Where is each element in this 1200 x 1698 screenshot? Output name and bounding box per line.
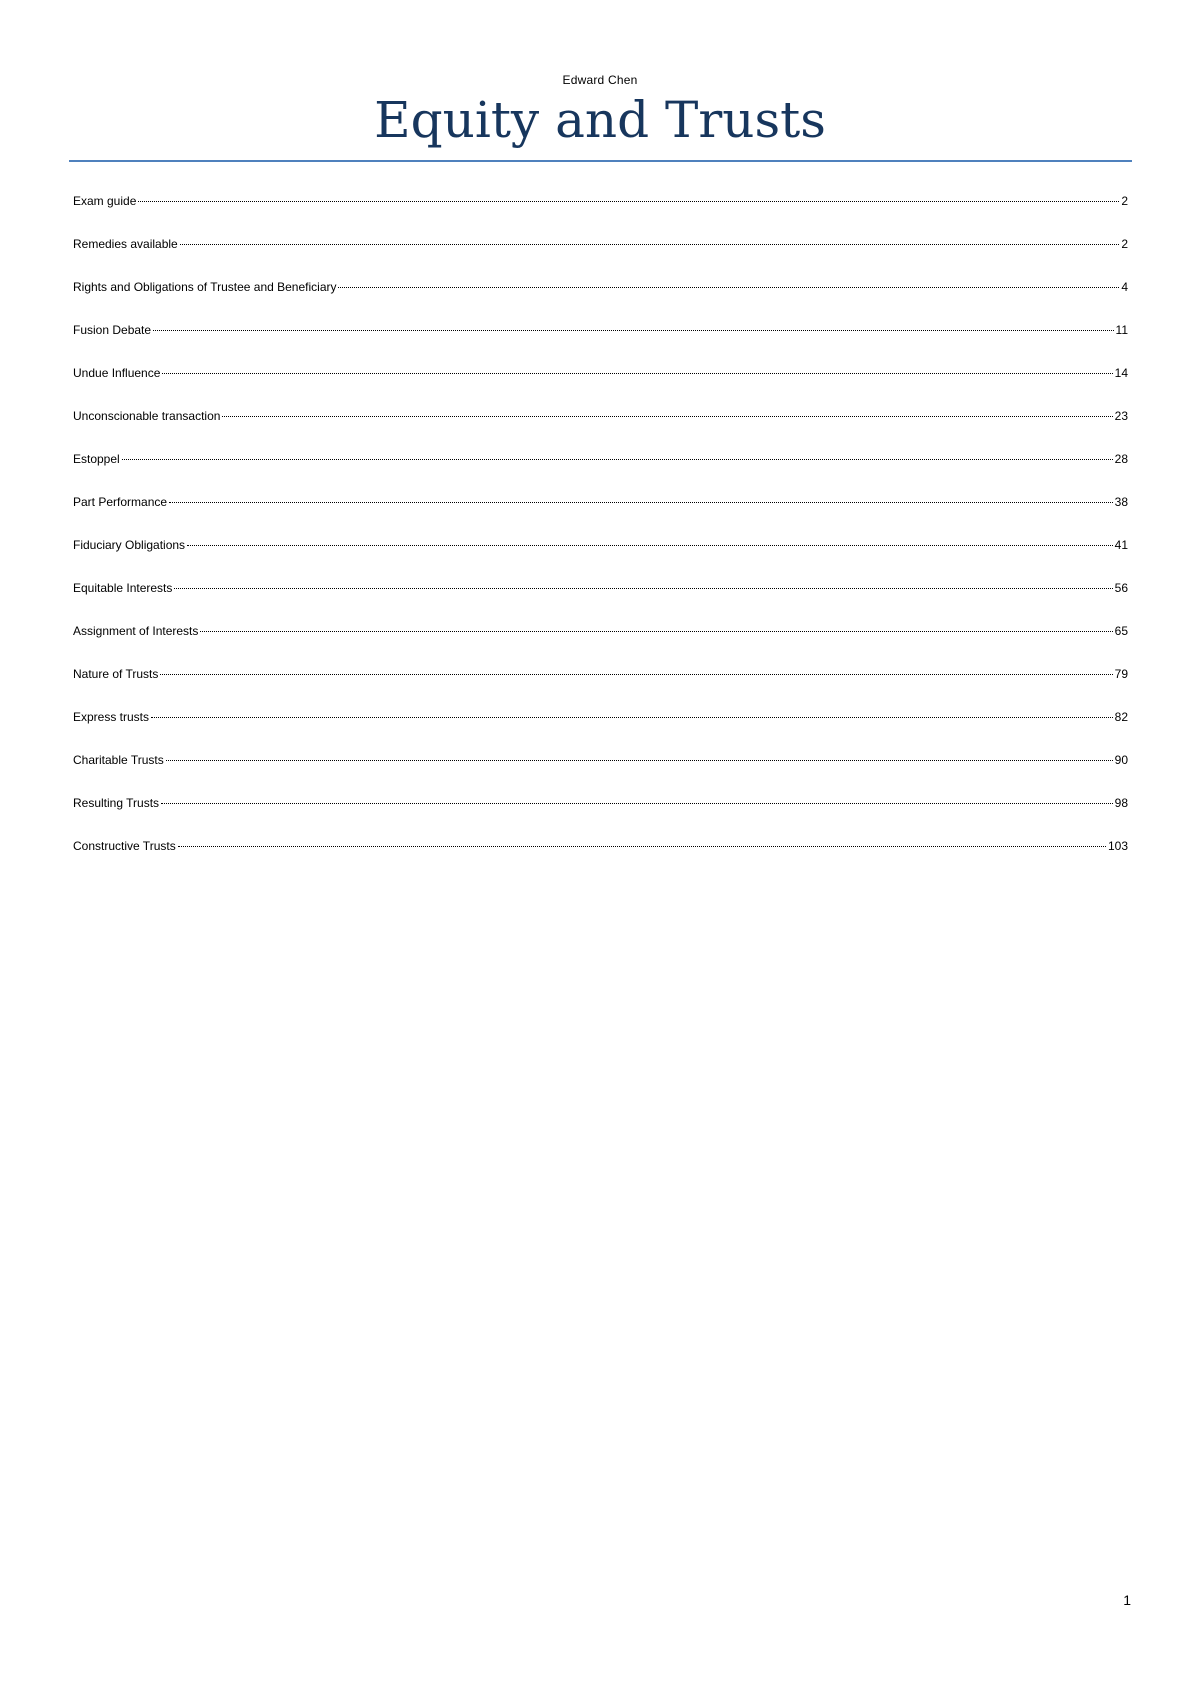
toc-leader (151, 717, 1113, 718)
toc-leader (174, 588, 1112, 589)
toc-leader (153, 330, 1113, 331)
toc-page-number: 56 (1114, 581, 1128, 595)
toc-entry-rights-and-obligations[interactable] (73, 279, 1128, 322)
toc-label: Nature of Trusts (73, 667, 159, 681)
toc-leader (200, 631, 1112, 632)
toc-label: Express trusts (73, 710, 150, 724)
toc-label: Fusion Debate (73, 323, 152, 337)
toc-entry-express-trusts[interactable] (73, 709, 1128, 752)
toc-entry-assignment-of-interests[interactable] (73, 623, 1128, 666)
toc-leader (222, 416, 1112, 417)
toc-label: Rights and Obligations of Trustee and Beneficiary (73, 280, 337, 294)
toc-page-number: 65 (1114, 624, 1128, 638)
toc-entry-resulting-trusts[interactable] (73, 795, 1128, 838)
toc-page-number: 103 (1107, 839, 1128, 853)
toc-page-number: 90 (1114, 753, 1128, 767)
toc-page-number: 82 (1114, 710, 1128, 724)
toc-entry-equitable-interests[interactable] (73, 580, 1128, 623)
toc-label: Unconscionable transaction (73, 409, 221, 423)
toc-entry-remedies-available[interactable] (73, 236, 1128, 279)
toc-label: Estoppel (73, 452, 120, 466)
toc-leader (180, 244, 1120, 245)
toc-leader (338, 287, 1119, 288)
document-title: Equity and Trusts (374, 91, 826, 149)
toc-label: Undue Influence (73, 366, 161, 380)
toc-entry-fiduciary-obligations[interactable] (73, 537, 1128, 580)
toc-leader (166, 760, 1113, 761)
table-of-contents (73, 193, 1128, 881)
toc-label: Equitable Interests (73, 581, 173, 595)
toc-leader (122, 459, 1113, 460)
toc-page-number: 41 (1114, 538, 1128, 552)
toc-page-number: 2 (1121, 237, 1128, 251)
toc-page-number: 38 (1114, 495, 1128, 509)
toc-entry-estoppel[interactable] (73, 451, 1128, 494)
title-underline (69, 160, 1132, 162)
toc-label: Part Performance (73, 495, 168, 509)
toc-entry-undue-influence[interactable] (73, 365, 1128, 408)
toc-label: Assignment of Interests (73, 624, 199, 638)
toc-leader (161, 803, 1113, 804)
toc-leader (178, 846, 1106, 847)
toc-leader (187, 545, 1113, 546)
toc-entry-exam-guide[interactable] (73, 193, 1128, 236)
toc-page-number: 98 (1114, 796, 1128, 810)
toc-page-number: 23 (1114, 409, 1128, 423)
toc-page-number: 11 (1115, 323, 1128, 337)
toc-entry-nature-of-trusts[interactable] (73, 666, 1128, 709)
toc-entry-fusion-debate[interactable] (73, 322, 1128, 365)
toc-label: Charitable Trusts (73, 753, 164, 767)
toc-label: Exam guide (73, 194, 137, 208)
toc-page-number: 4 (1121, 280, 1128, 294)
toc-page-number: 2 (1121, 194, 1128, 208)
toc-leader (138, 201, 1119, 202)
toc-label: Remedies available (73, 237, 178, 251)
toc-page-number: 14 (1114, 366, 1128, 380)
toc-entry-part-performance[interactable] (73, 494, 1128, 537)
toc-label: Fiduciary Obligations (73, 538, 186, 552)
toc-label: Constructive Trusts (73, 839, 176, 853)
toc-entry-constructive-trusts[interactable] (73, 838, 1128, 881)
toc-page-number: 79 (1114, 667, 1128, 681)
toc-entry-unconscionable-transaction[interactable] (73, 408, 1128, 451)
toc-leader (169, 502, 1113, 503)
toc-page-number: 28 (1114, 452, 1128, 466)
toc-leader (162, 373, 1112, 374)
toc-leader (160, 674, 1112, 675)
toc-label: Resulting Trusts (73, 796, 160, 810)
author-name: Edward Chen (562, 73, 638, 87)
page-number: 1 (1123, 1592, 1131, 1608)
toc-entry-charitable-trusts[interactable] (73, 752, 1128, 795)
